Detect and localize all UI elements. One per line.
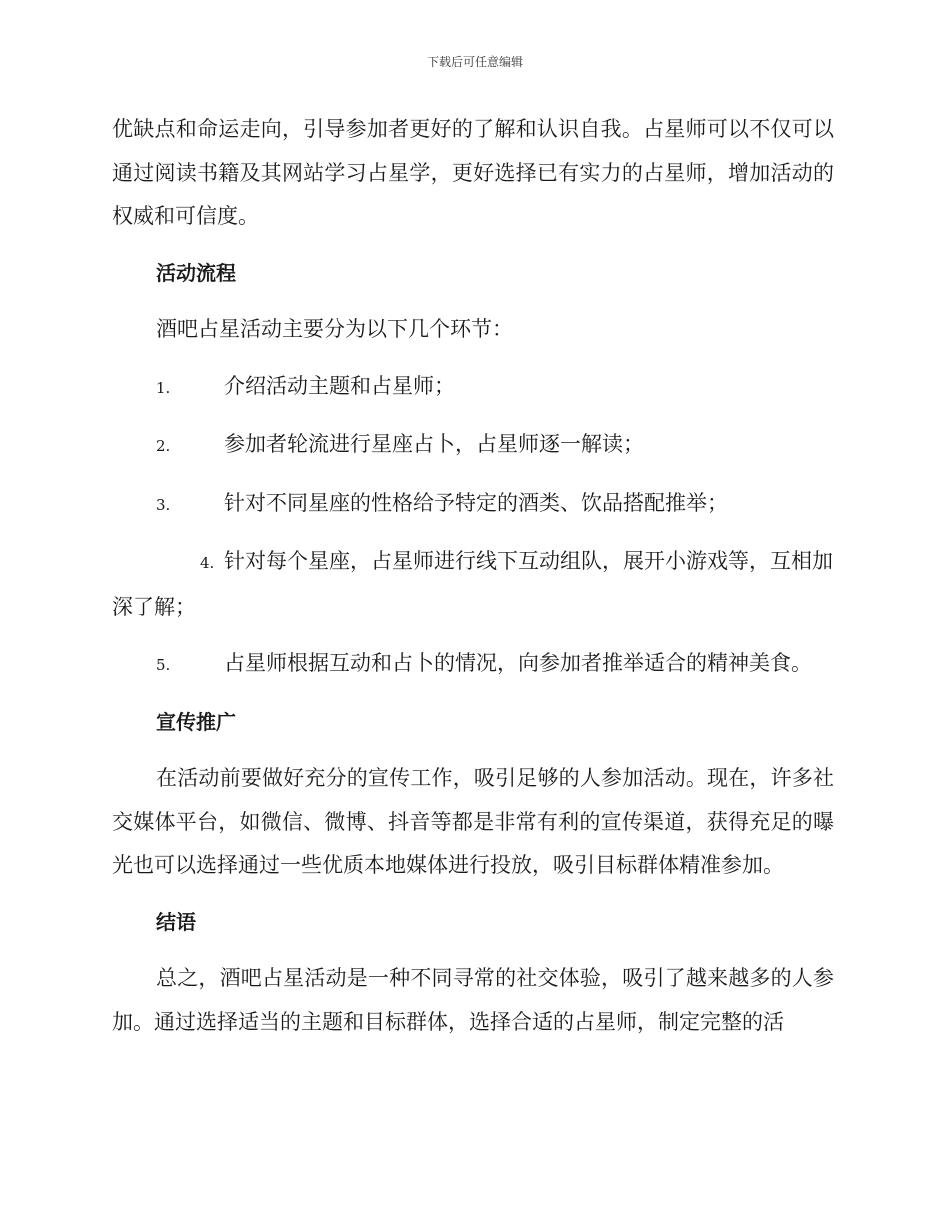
list-item-number: 2. <box>156 437 171 455</box>
process-lead-paragraph: 酒吧占星活动主要分为以下几个环节： <box>156 317 513 341</box>
list-item <box>112 365 834 411</box>
list-item-number: 3. <box>156 495 171 514</box>
list-item-number: 1. <box>156 378 171 397</box>
list-item-text: 针对每个星座，占星师进行线下互动组队，展开小游戏等，互相加深了解； <box>112 549 833 619</box>
list-item-text: 针对不同星座的性格给予特定的酒类、饮品搭配推举； <box>224 490 728 515</box>
list-item <box>112 540 834 629</box>
intro-paragraph: 优缺点和命运走向，引导参加者更好的了解和认识自我。占星师可以不仅可以通过阅读书籍及其网站学习占星学，更好选择已有实力的占星师，增加活动的权威和可信度。 <box>112 117 834 228</box>
conclusion-paragraph: 总之，酒吧占星活动是一种不同寻常的社交体验，吸引了越来越多的人参加。通过选择适当的主题和目标群体，选择合适的占星师，制定完整的活 <box>112 966 834 1034</box>
document-body <box>112 108 834 1057</box>
section-heading-promotion: 宣传推广 <box>156 709 236 734</box>
page-header: 下载后可任意编辑 <box>426 55 523 69</box>
list-item-number: 5. <box>156 656 171 674</box>
list-item <box>112 423 834 469</box>
list-item-number: 4. <box>200 554 215 572</box>
list-item <box>112 482 834 528</box>
promotion-paragraph: 在活动前要做好充分的宣传工作，吸引足够的人参加活动。现在，许多社交媒体平台，如微信、微博、抖音等都是非常有利的宣传渠道，获得充足的曝光也可以选择通过一些优质本地媒体进行投放，吸引目标群体精准参加。 <box>112 766 834 877</box>
list-item-text: 占星师根据互动和占卜的情况，向参加者推举适合的精神美食。 <box>224 651 812 675</box>
section-heading-conclusion: 结语 <box>156 909 196 934</box>
list-item <box>112 642 834 688</box>
list-item-text: 介绍活动主题和占星师； <box>224 373 455 398</box>
list-item-text: 参加者轮流进行星座占卜，占星师逐一解读； <box>224 432 644 456</box>
section-heading-process: 活动流程 <box>156 260 236 285</box>
